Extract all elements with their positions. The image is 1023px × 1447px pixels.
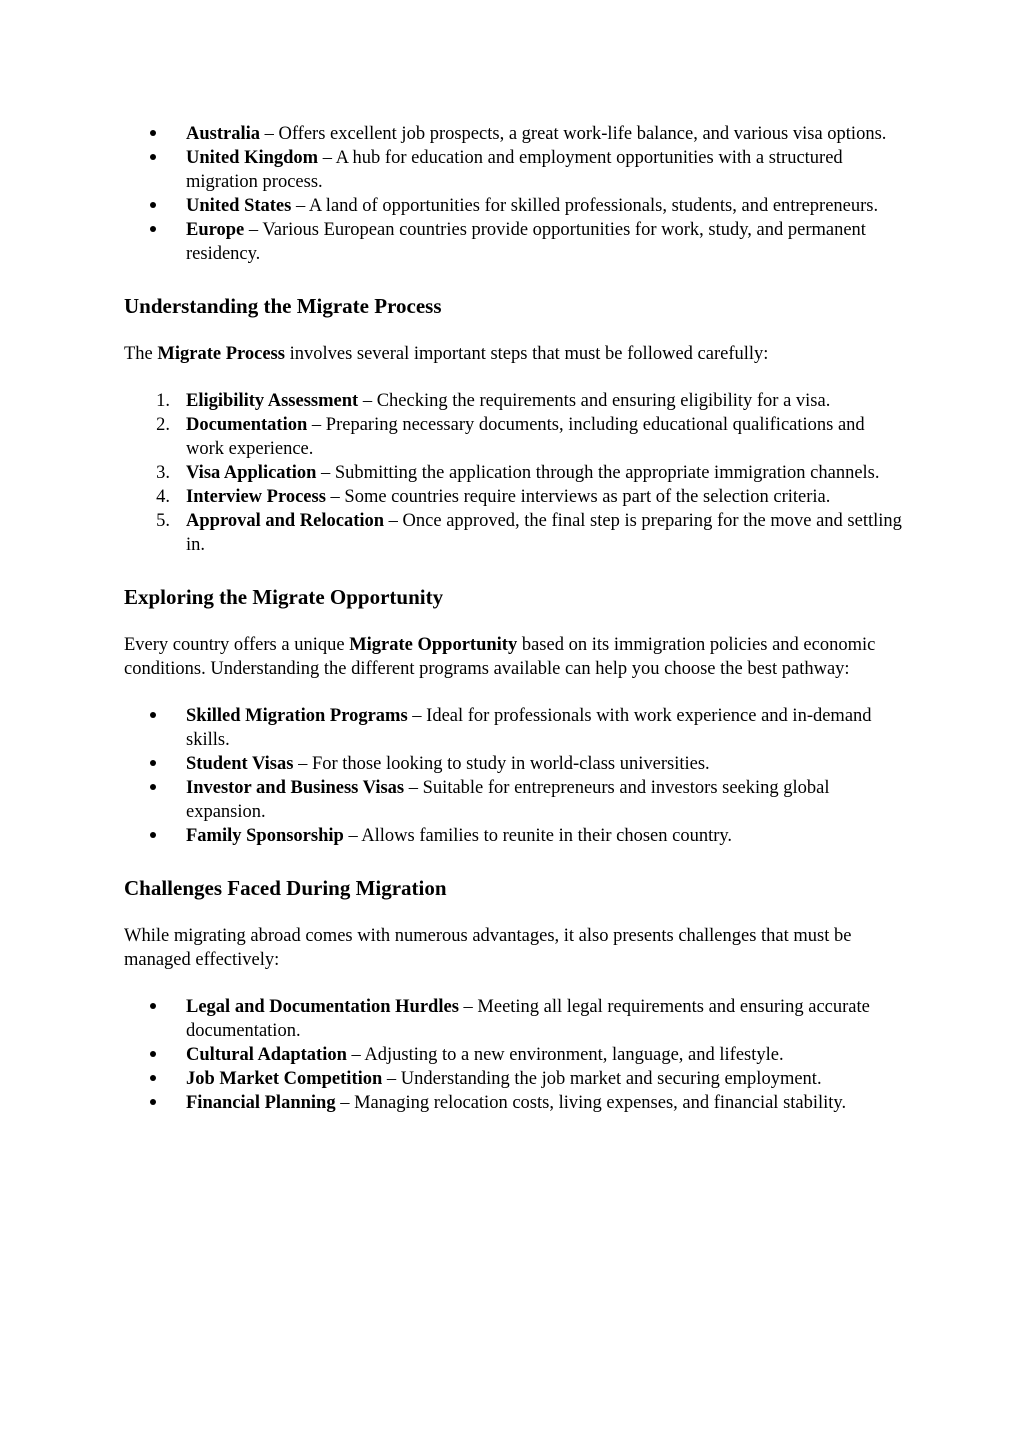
list-item [124,704,904,752]
bullet-icon [150,1091,162,1115]
step-number: 2. [156,415,170,435]
bullet-icon [150,776,162,800]
list-item [124,1091,904,1115]
item-desc: – For those looking to study in world-class universities. [293,754,710,774]
list-item [124,146,904,194]
opportunity-list [124,704,904,848]
list-item [124,509,904,557]
list-item [124,413,904,461]
list-item [124,776,904,824]
opportunity-heading: Exploring the Migrate Opportunity [124,585,444,609]
item-desc: – Preparing necessary documents, including educational qualifications and work experience. [186,415,865,459]
list-item [124,752,904,776]
item-term: Europe [186,220,245,240]
bullet-icon [150,122,162,146]
bullet-icon [150,218,162,242]
bullet-icon [150,194,162,218]
item-desc: – Submitting the application through the appropriate immigration channels. [316,463,880,483]
bullet-icon [150,146,162,170]
opportunity-intro: Every country offers a unique Migrate Opportunity based on its immigration policies and economic conditions. Understanding the different programs available can help you choose the best pathway: [124,635,876,679]
challenges-intro: While migrating abroad comes with numerous advantages, it also presents challenges that must be managed effectively: [124,926,852,970]
item-term: Interview Process [186,487,326,507]
item-desc: – A land of opportunities for skilled professionals, students, and entrepreneurs. [291,196,879,216]
item-term: Student Visas [186,754,294,774]
item-desc: – Checking the requirements and ensuring eligibility for a visa. [358,391,831,411]
list-item [124,461,904,485]
item-term: Legal and Documentation Hurdles [186,997,459,1017]
step-number: 3. [156,463,170,483]
list-item [124,1043,904,1067]
item-desc: – Meeting all legal requirements and ensuring accurate documentation. [186,997,870,1041]
item-term: Job Market Competition [186,1069,383,1089]
process-steps-list [124,389,904,557]
item-desc: – Allows families to reunite in their chosen country. [343,826,733,846]
item-term: Australia [186,124,260,144]
item-term: Eligibility Assessment [186,391,359,411]
process-heading: Understanding the Migrate Process [124,294,442,318]
item-term: Approval and Relocation [186,511,385,531]
countries-list [124,122,904,266]
process-intro: The Migrate Process involves several important steps that must be followed carefully: [124,344,769,364]
item-term: Investor and Business Visas [186,778,405,798]
list-item [124,218,904,266]
item-desc: – Offers excellent job prospects, a great work-life balance, and various visa options. [260,124,887,144]
bullet-icon [150,704,162,728]
list-item [124,389,904,413]
list-item [124,824,904,848]
list-item [124,485,904,509]
item-term: Cultural Adaptation [186,1045,347,1065]
item-term: United States [186,196,292,216]
bullet-icon [150,995,162,1019]
item-desc: – Ideal for professionals with work experience and in-demand skills. [186,706,872,750]
item-term: Documentation [186,415,308,435]
bullet-icon [150,752,162,776]
item-term: Family Sponsorship [186,826,344,846]
challenges-list [124,995,904,1115]
step-number: 5. [156,511,170,531]
list-item [124,194,904,218]
item-term: Skilled Migration Programs [186,706,408,726]
bullet-icon [150,1067,162,1091]
item-desc: – Managing relocation costs, living expenses, and financial stability. [335,1093,847,1113]
step-number: 1. [156,391,170,411]
item-desc: – Adjusting to a new environment, language, and lifestyle. [346,1045,784,1065]
list-item [124,1067,904,1091]
step-number: 4. [156,487,170,507]
bullet-icon [150,1043,162,1067]
item-term: United Kingdom [186,148,319,168]
item-desc: – Suitable for entrepreneurs and investors seeking global expansion. [186,778,830,822]
document-page [124,122,904,1115]
item-desc: – Some countries require interviews as part of the selection criteria. [325,487,831,507]
item-desc: – A hub for education and employment opportunities with a structured migration process. [186,148,843,192]
item-desc: – Various European countries provide opportunities for work, study, and permanent residency. [186,220,866,264]
item-term: Visa Application [186,463,317,483]
item-term: Financial Planning [186,1093,336,1113]
list-item [124,995,904,1043]
bullet-icon [150,824,162,848]
challenges-heading: Challenges Faced During Migration [124,876,447,900]
item-desc: – Understanding the job market and securing employment. [382,1069,822,1089]
list-item [124,122,904,146]
item-desc: – Once approved, the final step is preparing for the move and settling in. [186,511,902,555]
